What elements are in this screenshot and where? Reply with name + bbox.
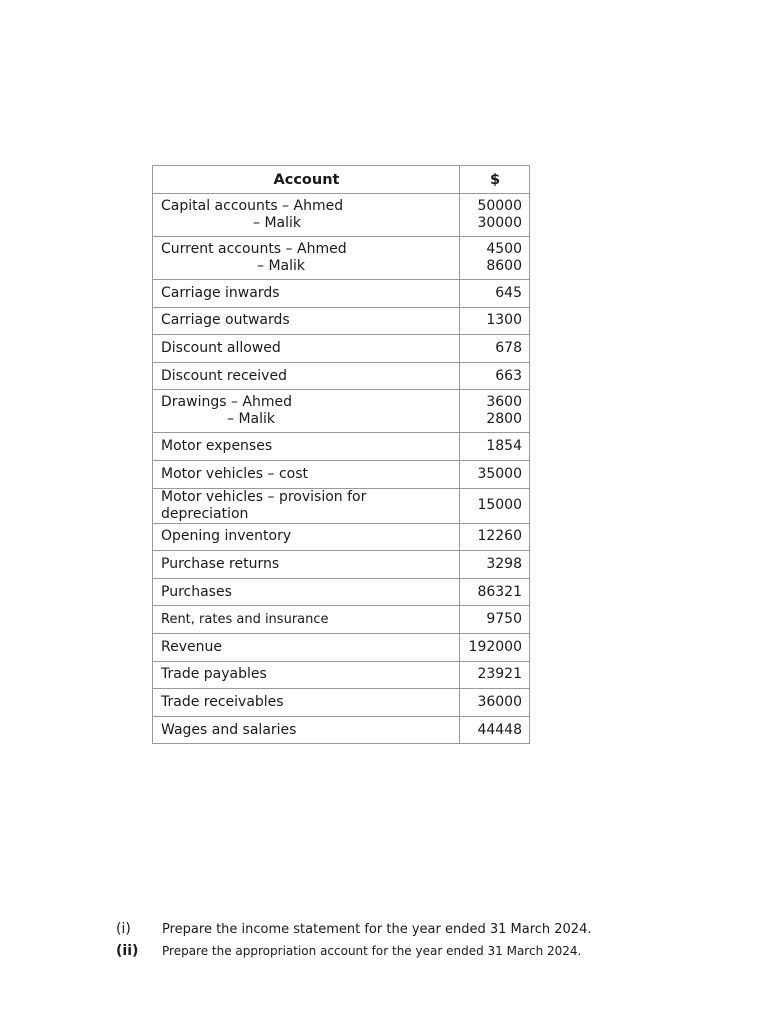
amount-cell: 192000 xyxy=(460,633,530,661)
amount-cell: 663 xyxy=(460,362,530,390)
amount-cell: 1854 xyxy=(460,433,530,461)
account-line: – Malik xyxy=(227,411,275,428)
amount-cell: 3298 xyxy=(460,551,530,579)
account-line: Current accounts – Ahmed xyxy=(161,241,347,257)
amount-value: 8600 xyxy=(486,258,522,274)
account-cell: Opening inventory xyxy=(153,523,460,551)
table-row xyxy=(153,460,530,488)
trial-balance-table xyxy=(152,165,530,744)
amount-value: 30000 xyxy=(477,215,522,231)
account-cell: Motor expenses xyxy=(153,433,460,461)
amount-cell: 23921 xyxy=(460,661,530,689)
account-cell: Purchases xyxy=(153,578,460,606)
amount-cell: 86321 xyxy=(460,578,530,606)
amount-cell: 12260 xyxy=(460,523,530,551)
table-row xyxy=(153,606,530,634)
amount-value: 50000 xyxy=(477,198,522,214)
amount-cell: 36000 xyxy=(460,689,530,717)
amount-cell: 35000 xyxy=(460,460,530,488)
table-row xyxy=(153,335,530,363)
amount-cell: 44448 xyxy=(460,716,530,744)
table-row xyxy=(153,237,530,280)
table-row xyxy=(153,280,530,308)
amount-value: 3600 xyxy=(486,394,522,411)
questions-list xyxy=(116,918,736,962)
table-header-row xyxy=(153,166,530,194)
amount-cell: 678 xyxy=(460,335,530,363)
question-text: Prepare the appropriation account for the year ended 31 March 2024. xyxy=(162,944,582,958)
table-row xyxy=(153,488,530,523)
account-line: Capital accounts – Ahmed xyxy=(161,198,344,214)
question-number: (i) xyxy=(116,921,131,937)
account-cell: Carriage inwards xyxy=(153,280,460,308)
account-cell: Rent, rates and insurance xyxy=(153,606,460,634)
table-row xyxy=(153,433,530,461)
account-cell: Trade receivables xyxy=(153,689,460,717)
table-row xyxy=(153,716,530,744)
amount-cell: 645 xyxy=(460,280,530,308)
account-cell: Purchase returns xyxy=(153,551,460,579)
table-row xyxy=(153,689,530,717)
question-item xyxy=(116,940,736,962)
amount-value: 4500 xyxy=(486,241,522,257)
question-number: (ii) xyxy=(116,943,139,959)
table-row xyxy=(153,578,530,606)
table-row xyxy=(153,307,530,335)
table-row xyxy=(153,661,530,689)
question-item xyxy=(116,918,736,940)
account-cell xyxy=(153,237,460,280)
account-cell: Carriage outwards xyxy=(153,307,460,335)
account-column-header: Account xyxy=(153,166,460,194)
account-cell xyxy=(153,194,460,237)
account-cell: Revenue xyxy=(153,633,460,661)
amount-cell: 15000 xyxy=(460,488,530,523)
table-row xyxy=(153,390,530,433)
question-text: Prepare the income statement for the year ended 31 March 2024. xyxy=(162,921,592,937)
table-row xyxy=(153,551,530,579)
account-line: – Malik xyxy=(257,258,305,274)
account-line: – Malik xyxy=(253,215,301,231)
table-row xyxy=(153,523,530,551)
amount-cell: 9750 xyxy=(460,606,530,634)
account-cell: Discount allowed xyxy=(153,335,460,363)
account-cell: Motor vehicles – cost xyxy=(153,460,460,488)
amount-column-header: $ xyxy=(460,166,530,194)
table-row xyxy=(153,633,530,661)
account-cell: Discount received xyxy=(153,362,460,390)
amount-cell xyxy=(460,237,530,280)
amount-cell: 1300 xyxy=(460,307,530,335)
account-cell: Motor vehicles – provision for depreciation xyxy=(153,488,460,523)
table-row xyxy=(153,362,530,390)
amount-cell xyxy=(460,390,530,433)
account-cell: Wages and salaries xyxy=(153,716,460,744)
amount-cell xyxy=(460,194,530,237)
account-cell xyxy=(153,390,460,433)
account-line: Drawings – Ahmed xyxy=(161,394,292,411)
table-row xyxy=(153,194,530,237)
account-cell: Trade payables xyxy=(153,661,460,689)
amount-value: 2800 xyxy=(486,411,522,428)
